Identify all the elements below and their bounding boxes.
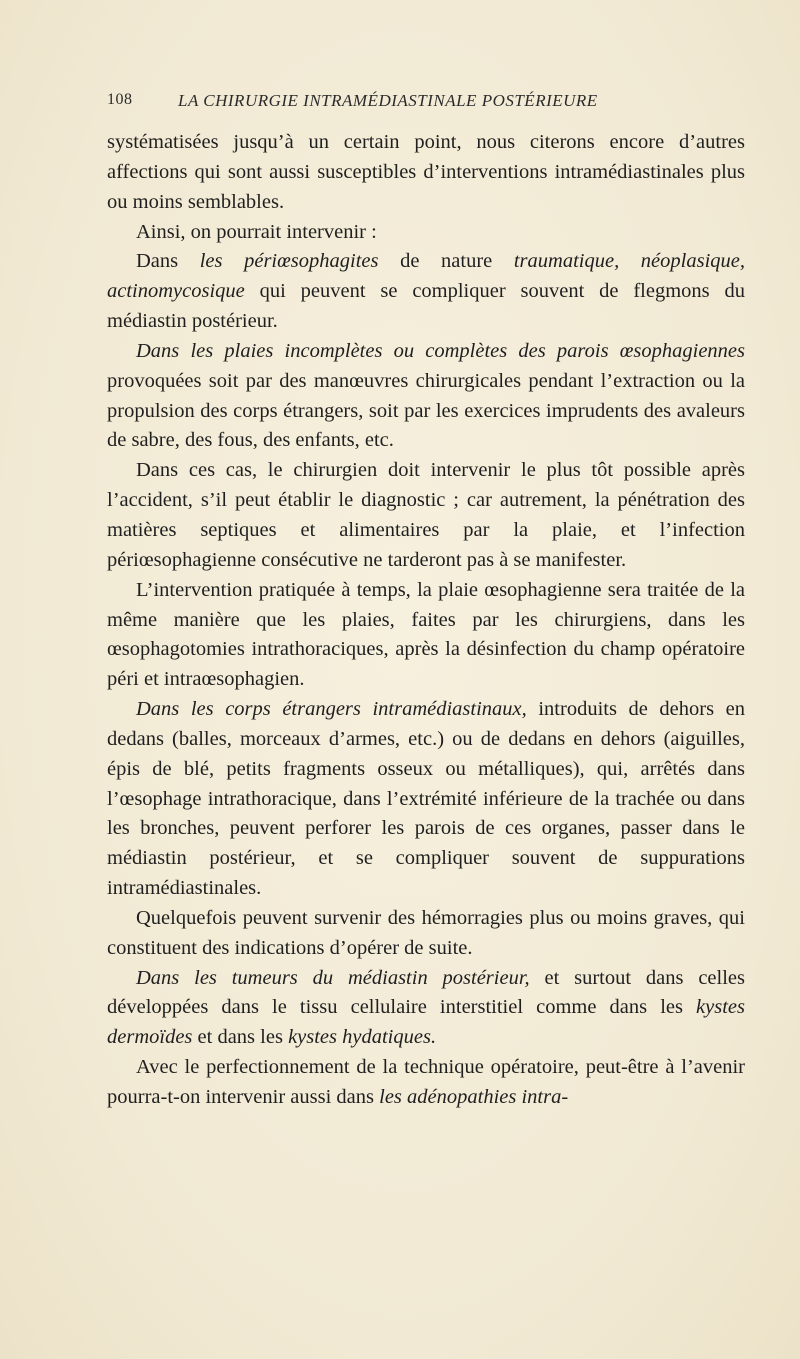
paragraph <box>107 247 745 337</box>
paragraph <box>107 576 745 695</box>
text-run: L’intervention pratiquée à temps, la plaie œsophagienne sera traitée de la même manière que les plaies, faites par les chirurgiens, dans les œsophagotomies intrathoraciques, après la désinfection du champ opératoire péri et intraœsophagien. <box>107 578 745 691</box>
italic-text-run: Dans les corps étrangers intramédiastinaux, <box>136 698 527 721</box>
text-run: et dans les <box>192 1026 289 1049</box>
text-run: provoquées soit par des manœuvres chirurgicales pendant l’extraction ou la propulsion des corps étrangers, soit par les exercices imprudents des avaleurs de sabre, des fous, des enfants, etc. <box>107 369 745 452</box>
paragraph <box>107 218 745 248</box>
text-run: qui peuvent se compliquer souvent de flegmons du médiastin postérieur. <box>107 280 745 333</box>
text-run: Dans ces cas, le chirurgien doit intervenir le plus tôt possible après l’accident, s’il peut établir le diagnostic ; car autrement, la pénétration des matières septiques et alimentaires par la plaie, et l’infection périœsophagienne consécutive ne tarderont pas à se manifester. <box>107 459 745 571</box>
italic-text-run: traumatique, néoplasique, actinomycosique <box>107 250 745 303</box>
text-run: Avec le perfectionnement de la technique opératoire, peut-être à l’avenir pourra-t-on intervenir aussi dans <box>107 1056 745 1108</box>
running-title: LA CHIRURGIE INTRAMÉDIASTINALE POSTÉRIEURE <box>178 91 598 110</box>
italic-text-run: Dans les tumeurs du médiastin postérieur, <box>136 966 530 989</box>
italic-text-run: kystes hydatiques. <box>288 1026 437 1049</box>
paragraph <box>107 337 745 456</box>
text-run: systématisées jusqu’à un certain point, nous citerons encore d’autres affections qui sont aussi susceptibles d’interventions intramédiastinales plus ou moins semblables. <box>107 131 745 213</box>
text-run: Dans <box>136 250 200 273</box>
paragraph <box>107 964 745 1054</box>
paragraph <box>107 128 745 218</box>
page-number: 108 <box>107 91 133 108</box>
italic-text-run: Dans les plaies incomplètes ou complètes des parois œsophagiennes <box>136 339 745 362</box>
text-run: de nature <box>378 250 514 273</box>
running-head <box>107 91 747 115</box>
text-run: introduits de dehors en dedans (balles, morceaux d’armes, etc.) ou de dedans en dehors (aiguilles, épis de blé, petits fragments osseux ou métalliques), qui, arrêtés dans l’œsophage intrathoracique, dans l’extrémité inférieure de la trachée ou dans les bronches, peuvent perforer les parois de ces organes, passer dans le médiastin postérieur, et se compliquer souvent de suppurations intramédiastinales. <box>107 698 745 900</box>
italic-text-run: les adénopathies intra- <box>379 1086 569 1108</box>
body-text <box>107 128 745 1113</box>
italic-text-run: les périœsophagites <box>199 250 379 273</box>
paragraph <box>107 904 745 964</box>
text-run: Ainsi, on pourrait intervenir : <box>136 220 377 243</box>
text-run: et surtout dans celles développées dans le tissu cellulaire interstitiel comme dans les <box>107 966 745 1019</box>
italic-text-run: kystes dermoïdes <box>107 996 745 1049</box>
paragraph <box>107 456 745 575</box>
paragraph <box>107 695 745 904</box>
text-run: Quelquefois peuvent survenir des hémorragies plus ou moins graves, qui constituent des indications d’opérer de suite. <box>107 906 745 959</box>
paragraph <box>107 1053 745 1113</box>
